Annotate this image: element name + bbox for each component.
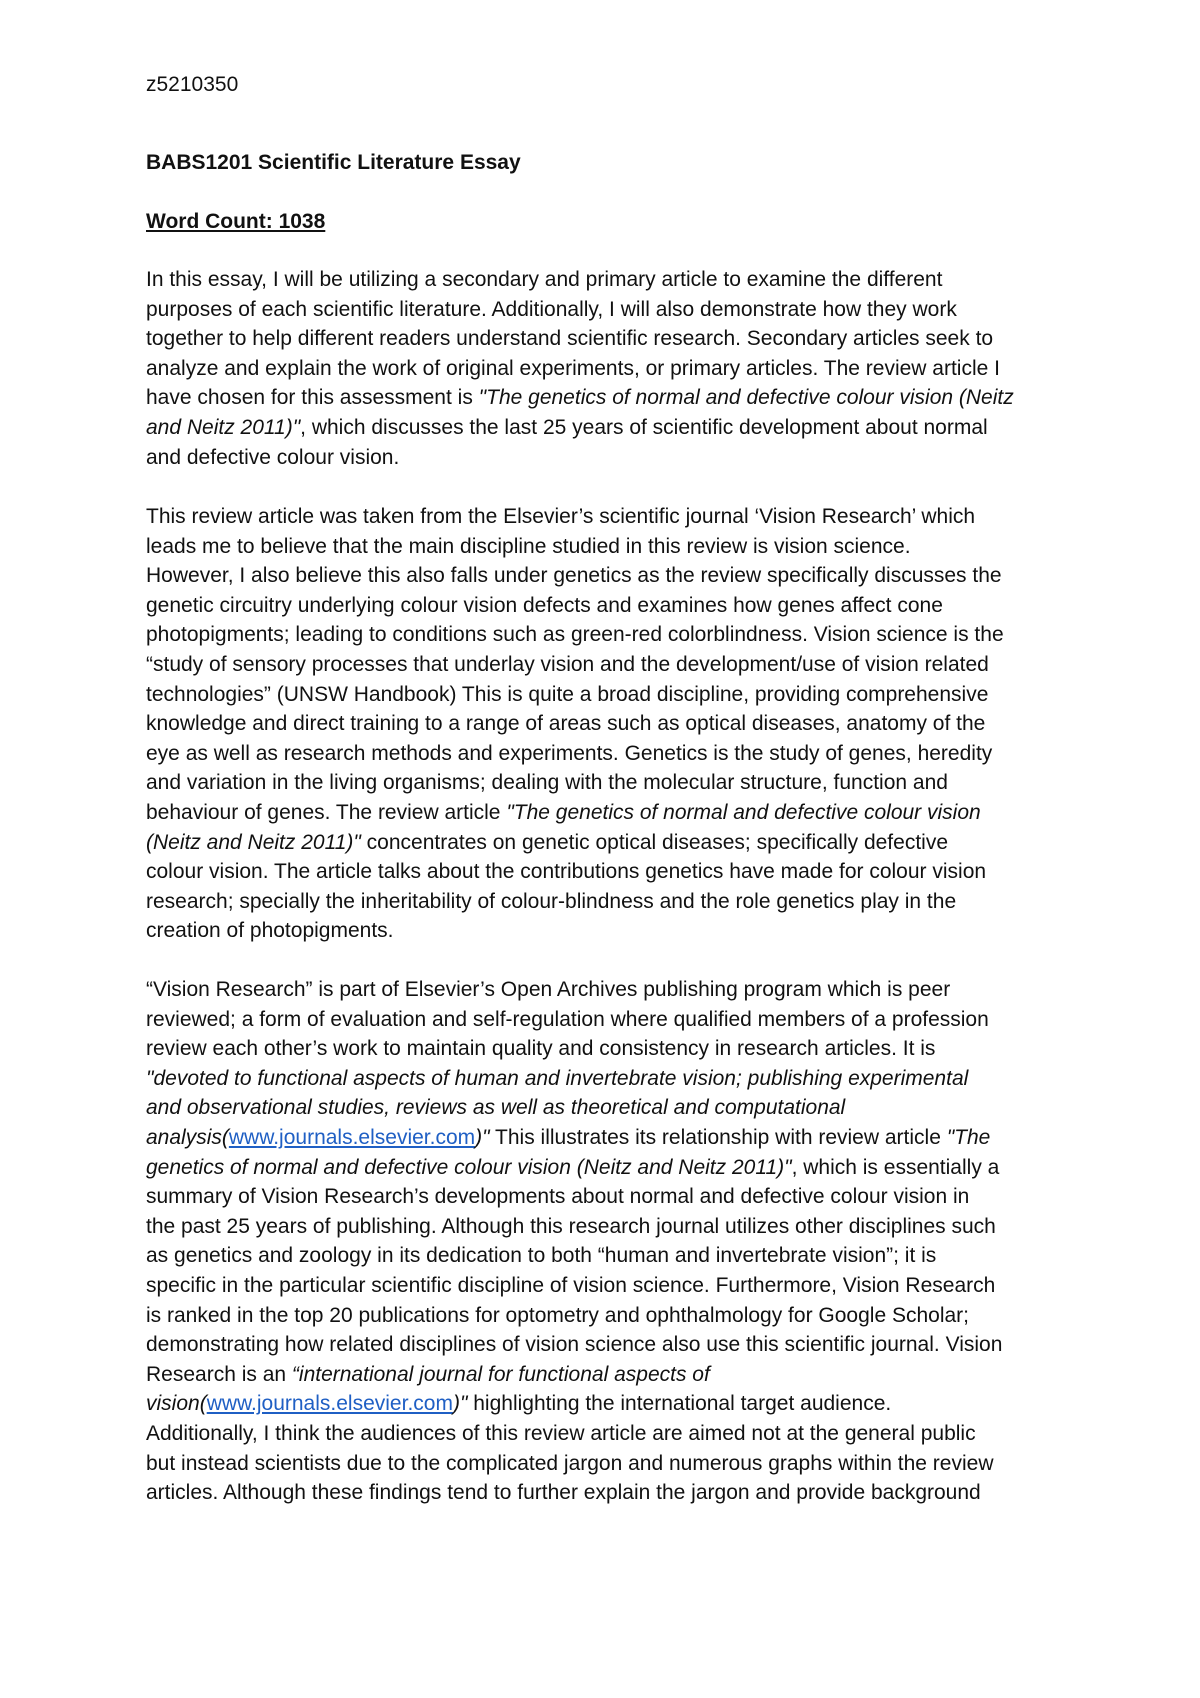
- text-line: behaviour of genes. The review article: [146, 800, 507, 824]
- text-line: leads me to believe that the main discipline studied in this review is vision science.: [146, 534, 911, 558]
- quote-italic: analysis(: [146, 1125, 229, 1149]
- quote-italic: vision(: [146, 1392, 207, 1416]
- text-line: the past 25 years of publishing. Although this research journal utilizes other disciplines such: [146, 1214, 996, 1238]
- text-line: have chosen for this assessment is: [146, 386, 479, 410]
- text-line: but instead scientists due to the complicated jargon and numerous graphs within the review: [146, 1451, 994, 1475]
- text-line: concentrates on genetic optical diseases; specifically defective: [360, 830, 949, 854]
- text-line: technologies” (UNSW Handbook) This is quite a broad discipline, providing comprehensive: [146, 682, 989, 706]
- citation-italic: "The genetics of normal and defective colour vision: [506, 800, 981, 824]
- journal-link[interactable]: www.journals.elsevier.com: [228, 1125, 476, 1149]
- text-line: “study of sensory processes that underlay vision and the development/use of vision related: [146, 652, 989, 676]
- essay-title: BABS1201 Scientific Literature Essay: [146, 151, 521, 174]
- text-line: as genetics and zoology in its dedication to both “human and invertebrate vision”; it is: [146, 1244, 937, 1268]
- text-line: However, I also believe this also falls under genetics as the review specifically discusses the: [146, 564, 1002, 588]
- text-line: analyze and explain the work of original experiments, or primary articles. The review article I: [146, 356, 1000, 380]
- text-line: articles. Although these findings tend to further explain the jargon and provide background: [146, 1481, 981, 1505]
- text-line: demonstrating how related disciplines of vision science also use this scientific journal. Vision: [146, 1333, 1003, 1357]
- text-line: reviewed; a form of evaluation and self-regulation where qualified members of a profession: [146, 1007, 989, 1031]
- text-line: Research is an: [146, 1362, 292, 1386]
- citation-italic: genetics of normal and defective colour vision (Neitz and Neitz 2011)": [146, 1155, 792, 1179]
- text-line: together to help different readers understand scientific research. Secondary articles seek to: [146, 327, 994, 351]
- journal-link[interactable]: www.journals.elsevier.com: [206, 1392, 453, 1416]
- paragraph-2: [146, 502, 1066, 946]
- text-line: creation of photopigments.: [146, 919, 394, 943]
- text-line: summary of Vision Research’s developments about normal and defective colour vision in: [146, 1185, 970, 1209]
- quote-italic: )": [475, 1125, 490, 1149]
- text-line: purposes of each scientific literature. Additionally, I will also demonstrate how they work: [146, 297, 957, 321]
- text-line: This review article was taken from the Elsevier’s scientific journal ‘Vision Research’ which: [146, 505, 976, 528]
- text-line: genetic circuitry underlying colour vision defects and examines how genes affect cone: [146, 593, 943, 617]
- quote-italic: “international journal for functional aspects of: [291, 1362, 710, 1386]
- citation-italic: and Neitz 2011)": [146, 415, 301, 439]
- text-line: , which is essentially a: [791, 1155, 1000, 1179]
- paragraph-1: [146, 265, 1066, 472]
- text-line: eye as well as research methods and experiments. Genetics is the study of genes, heredity: [146, 741, 993, 765]
- text-line: knowledge and direct training to a range of areas such as optical diseases, anatomy of the: [146, 712, 986, 736]
- citation-italic: "The: [946, 1125, 991, 1149]
- citation-italic: (Neitz and Neitz 2011)": [146, 830, 361, 854]
- quote-italic: and observational studies, reviews as well as theoretical and computational: [146, 1096, 846, 1120]
- text-line: In this essay, I will be utilizing a secondary and primary article to examine the different: [146, 268, 943, 291]
- text-line: and variation in the living organisms; dealing with the molecular structure, function and: [146, 771, 948, 795]
- paragraph-3: [146, 975, 1066, 1508]
- text-line: “Vision Research” is part of Elsevier’s Open Archives publishing program which is peer: [146, 978, 951, 1001]
- quote-italic: "devoted to functional aspects of human and invertebrate vision; publishing experimental: [146, 1066, 969, 1090]
- text-line: colour vision. The article talks about the contributions genetics have made for colour vision: [146, 860, 987, 884]
- text-line: research; specially the inheritability of colour-blindness and the role genetics play in the: [146, 889, 957, 913]
- text-line: review each other’s work to maintain quality and consistency in research articles. It is: [146, 1037, 936, 1061]
- text-line: Additionally, I think the audiences of this review article are aimed not at the general public: [146, 1421, 976, 1445]
- text-line: and defective colour vision.: [146, 445, 400, 469]
- quote-italic: )": [452, 1392, 468, 1416]
- text-line: photopigments; leading to conditions such as green-red colorblindness. Vision science is the: [146, 623, 1004, 647]
- text-line: specific in the particular scientific discipline of vision science. Furthermore, Vision Research: [146, 1273, 996, 1297]
- text-line: , which discusses the last 25 years of scientific development about normal: [300, 415, 988, 439]
- student-id: z5210350: [146, 73, 239, 96]
- text-line: is ranked in the top 20 publications for optometry and ophthalmology for Google Scholar;: [146, 1303, 969, 1327]
- text-line: highlighting the international target audience.: [467, 1392, 892, 1416]
- word-count: Word Count: 1038: [146, 210, 326, 233]
- text-line: This illustrates its relationship with review article: [489, 1125, 947, 1149]
- citation-italic: "The genetics of normal and defective colour vision (Neitz: [478, 386, 1014, 410]
